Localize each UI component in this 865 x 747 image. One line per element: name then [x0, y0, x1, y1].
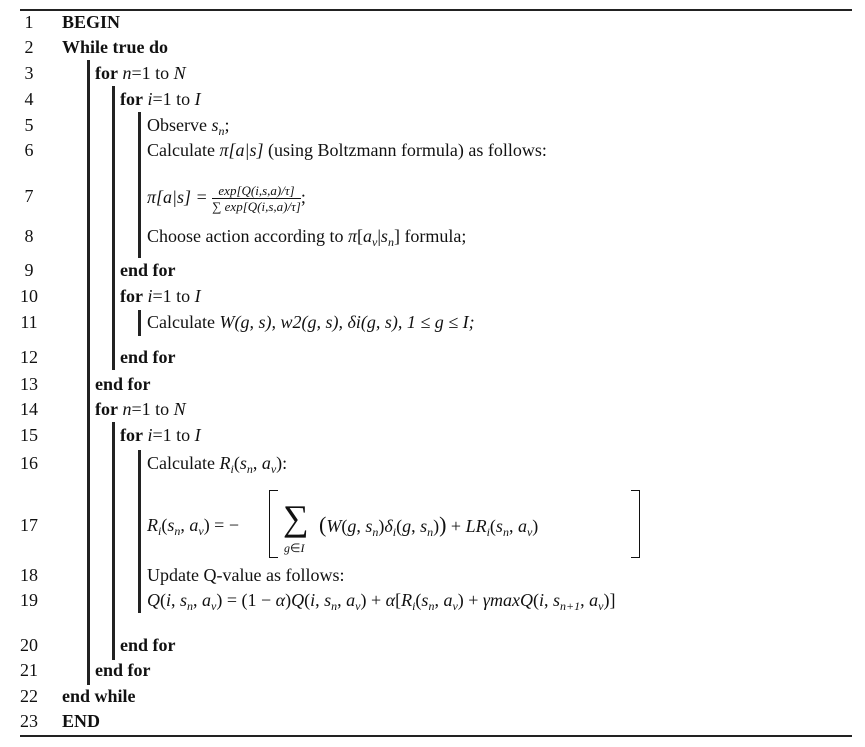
line-number: 10	[20, 286, 38, 306]
fraction-numerator: exp[Q(i,s,a)/τ]	[212, 183, 301, 199]
line-number: 22	[20, 686, 38, 706]
line-number: 3	[24, 63, 34, 83]
var: i	[147, 89, 153, 109]
keyword: for	[120, 89, 143, 109]
indent-bar-for-i-2	[138, 310, 141, 336]
line-number: 15	[20, 425, 38, 445]
line-22: end while	[62, 686, 136, 706]
line-number: 7	[24, 186, 34, 206]
weights-math: W(g, s), w2(g, s), δi(g, s), 1 ≤ g ≤ I;	[219, 312, 475, 332]
algorithm-listing: 1 2 3 4 5 6 7 8 9 10 11 12 13 14 15 16 17 18 19 20 21 22 23 BEGIN While true do for n=1 to N for i=1 to I Observe $s_n$; Calculate π[a|s] (using Boltzmann formula) as follows: π[a|s] = $\frac{\exp[Q(i,s,a)/\tau]}{\sum \exp[Q(i,s,a)/\tau]}$ ; Choose action according to $\pi[a_v|s_n]$ formula; end for for i=1 to I Calculate W(g, s), w2(g, s), δi(g, s), 1 ≤ g ≤ I; end for end for for n=1 to N for i=1 to I Calculate $R_i(s_n$, $a_v$): $R_i(s_n$, $a_v$) = − ∑ g∈I (W(g, $s_n)\delta_i(g$, $s_n)) + LR_i(s_n$, $a_v$) Update Q-value as follows: Q(i, $s_n$, $a_v) = (1 - \alpha)Q(i$, $s_n$, $a_v) + \alpha[R_i(s_n$, $a_v) + \gamma\max Q(i$, $s_{n+1}$, $a_v$)] end for end for end while END	[0, 0, 865, 747]
var: I	[194, 425, 201, 445]
keyword: for	[95, 63, 118, 83]
text: (using Boltzmann formula) as follows:	[267, 140, 547, 160]
var: i	[147, 425, 153, 445]
text: =1 to	[131, 63, 174, 83]
indent-bar-while	[87, 60, 90, 685]
right-bracket	[631, 490, 640, 558]
var: I	[194, 89, 201, 109]
line-number: 21	[20, 660, 38, 680]
text: =1 to	[131, 399, 174, 419]
indent-bar-for-i-1	[138, 112, 141, 258]
text: Calculate	[147, 140, 220, 160]
top-rule	[20, 9, 852, 11]
indent-bar-for-n-2	[112, 422, 115, 660]
line-number: 18	[20, 565, 38, 585]
line-number: 2	[24, 37, 34, 57]
math: $s_n$	[211, 115, 225, 138]
text: =1 to	[152, 286, 195, 306]
line-number: 16	[20, 453, 38, 473]
line-16: Calculate $R_i(s_n$, $a_v$):	[147, 453, 288, 476]
line-1: BEGIN	[62, 12, 121, 32]
text: Calculate	[147, 453, 220, 473]
text: formula;	[404, 226, 467, 246]
var: I	[194, 286, 201, 306]
line-number: 1	[24, 12, 34, 32]
line-14	[95, 399, 186, 419]
line-number: 23	[20, 711, 38, 731]
line-number: 14	[20, 399, 38, 419]
line-number: 6	[24, 140, 34, 160]
line-number: 12	[20, 347, 38, 367]
line-number: 19	[20, 590, 38, 610]
text: =1 to	[152, 425, 195, 445]
text: Choose action according to	[147, 226, 348, 246]
line-20: end for	[120, 635, 176, 655]
keyword: for	[120, 286, 143, 306]
line-3	[95, 63, 186, 83]
line-13: end for	[95, 374, 151, 394]
text: Calculate	[147, 312, 220, 332]
indent-bar-for-n-1	[112, 86, 115, 370]
text: =1 to	[152, 89, 195, 109]
line-8: Choose action according to $\pi[a_v|s_n]$ formula;	[147, 226, 467, 249]
policy-lhs: π[a|s] =	[147, 187, 213, 207]
line-4	[120, 89, 201, 109]
var: n	[122, 399, 132, 419]
line-23: END	[62, 711, 101, 731]
line-21: end for	[95, 660, 151, 680]
line-number: 9	[24, 260, 34, 280]
sum-index: g∈I	[284, 541, 305, 555]
bottom-rule	[20, 735, 852, 737]
line-number: 20	[20, 635, 38, 655]
fraction-denominator: ∑ exp[Q(i,s,a)/τ]	[212, 199, 301, 215]
var: N	[173, 399, 186, 419]
text: Observe	[147, 115, 212, 135]
line-number: 17	[20, 515, 38, 535]
left-bracket	[269, 490, 278, 558]
policy-math: π[a|s]	[219, 140, 264, 160]
line-11	[147, 312, 475, 332]
boltzmann-fraction	[212, 183, 301, 214]
line-15	[120, 425, 201, 445]
var: i	[147, 286, 153, 306]
line-6	[147, 140, 547, 160]
line-number: 8	[24, 226, 34, 246]
line-9: end for	[120, 260, 176, 280]
line-18: Update Q-value as follows:	[147, 565, 345, 585]
line-number: 4	[24, 89, 34, 109]
keyword: for	[95, 399, 118, 419]
line-2: While true do	[62, 37, 168, 57]
line-19: Q(i, $s_n$, $a_v) = (1 - \alpha)Q(i$, $s_n$, $a_v) + \alpha[R_i(s_n$, $a_v) + \gamma\max Q(i$, $s_{n+1}$, $a_v$)]	[147, 590, 616, 613]
var: N	[173, 63, 186, 83]
var: n	[122, 63, 132, 83]
indent-bar-for-i-3	[138, 450, 141, 613]
line-5: Observe $s_n$;	[147, 115, 230, 138]
sum-symbol: ∑	[283, 498, 309, 538]
line-number: 11	[20, 312, 38, 332]
line-7: π[a|s] = $\frac{\exp[Q(i,s,a)/\tau]}{\sum \exp[Q(i,s,a)/\tau]}$ ;	[147, 183, 306, 215]
keyword: for	[120, 425, 143, 445]
line-12: end for	[120, 347, 176, 367]
line-number: 13	[20, 374, 38, 394]
line-10	[120, 286, 201, 306]
line-number: 5	[24, 115, 34, 135]
